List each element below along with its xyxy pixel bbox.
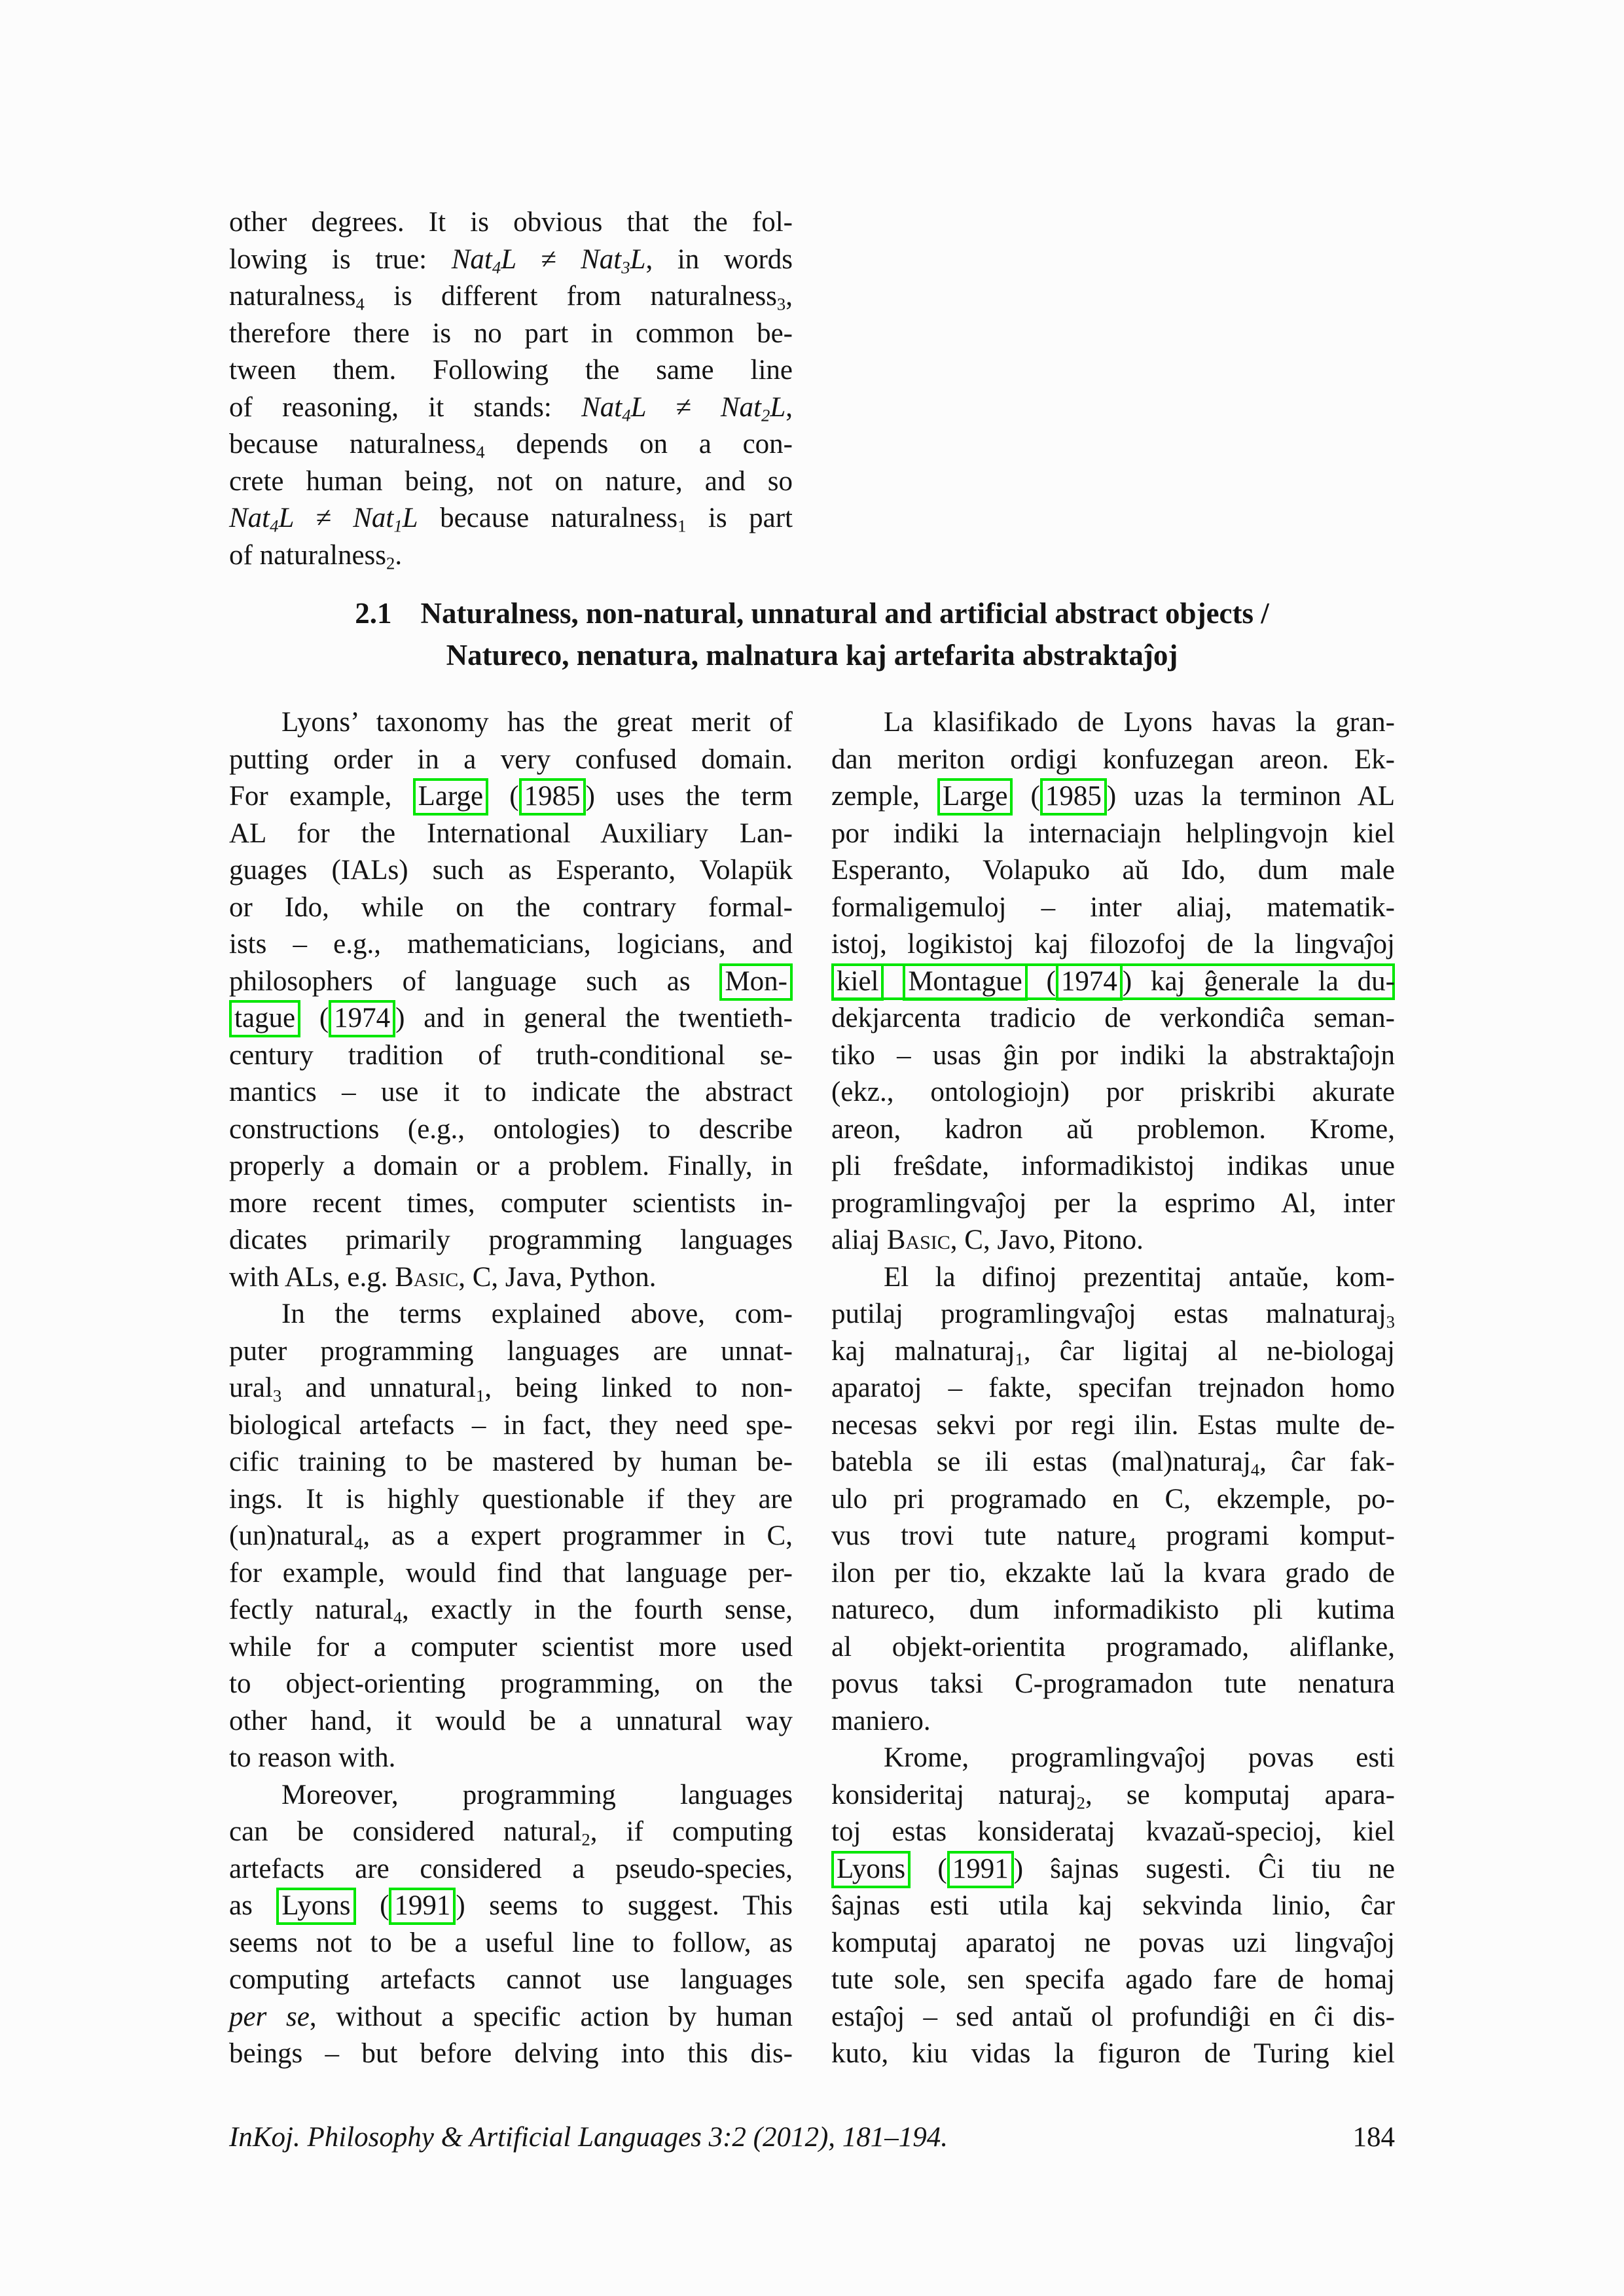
journal-citation: InKoj. Philosophy & Artificial Languages 3:2 (2012), 181–194.: [229, 2122, 948, 2153]
italic-text: Nat$_4$L ≠ Nat$_1$L: [229, 503, 418, 536]
left-column-english: [229, 704, 793, 2073]
text-line: crete human being, not on nature, and so: [229, 465, 793, 497]
text-line: because naturalness$_4$ depends on a con-: [229, 429, 793, 462]
text-line: El la difinoj prezentitaj antaŭe, kom-: [884, 1261, 1395, 1293]
text-line: La klasifikado de Lyons havas la gran-: [884, 707, 1395, 738]
text-line: vus trovi tute nature$_4$ programi komput-: [831, 1520, 1395, 1554]
italic-text: Nat$_4$L ≠ Nat$_3$L: [451, 243, 646, 277]
text-line: Esperanto, Volapuko aŭ Ido, dum male: [831, 855, 1395, 886]
text-line: formaligemuloj – inter aliaj, matematik-: [831, 891, 1395, 923]
text-line: dan meriton ordigi konfuzegan areon. Ek-: [831, 744, 1395, 775]
citation-link[interactable]: Large: [937, 778, 1013, 816]
citation-link[interactable]: Mon-: [719, 963, 793, 1001]
text-line: Moreover, programming languages: [281, 1779, 793, 1810]
text-line: For example, Large ( 1985 ) uses the term: [229, 778, 793, 816]
text-line: AL for the International Auxiliary Lan-: [229, 817, 793, 849]
text-line: of naturalness$_2$.: [229, 539, 403, 573]
text-line: tute sole, sen specifa agado fare de homaj: [831, 1964, 1395, 1995]
text-line: zemple, Large ( 1985 ) uzas la terminon AL: [831, 778, 1395, 816]
text-line: ural$_3$ and unnatural$_1$, being linked to non-: [229, 1372, 793, 1406]
text-line: kuto, kiu vidas la figuron de Turing kiel: [831, 2038, 1395, 2069]
text-line: aliaj Basic, C, Javo, Pitono.: [831, 1225, 1144, 1255]
section-heading: [229, 592, 1395, 676]
text-line: tague ( 1974 ) and in general the twentieth-: [229, 1000, 793, 1037]
text-line: ulo pri programado en C, ekzemple, po-: [831, 1483, 1395, 1515]
text-line: philosophers of language such as Mon-: [229, 963, 793, 1001]
citation-link[interactable]: 1974: [329, 1000, 395, 1037]
citation-link[interactable]: 1985: [1040, 778, 1107, 816]
text-line: biological artefacts – in fact, they need spe-: [229, 1409, 793, 1441]
text-line: tween them. Following the same line: [229, 355, 793, 386]
text-line: batebla se ili estas (mal)naturaj$_4$, ĉar fak-: [831, 1446, 1395, 1480]
citation-link[interactable]: kiel: [831, 963, 884, 1001]
two-column-body: [229, 704, 1395, 2073]
text-line: maniero.: [831, 1705, 931, 1736]
text-line: century tradition of truth-conditional se-: [229, 1039, 793, 1071]
text-line: to object-orienting programming, on the: [229, 1668, 793, 1699]
italic-text: per se: [229, 2001, 310, 2032]
text-line: mantics – use it to indicate the abstract: [229, 1077, 793, 1107]
text-line: seems not to be a useful line to follow, as: [229, 1927, 793, 1958]
text-line: per se, without a specific action by human: [229, 2001, 793, 2032]
text-line: as Lyons ( 1991 ) seems to suggest. This: [229, 1888, 793, 1925]
text-line: natureco, dum informadikisto pli kutima: [831, 1594, 1395, 1625]
text-line: pli freŝdate, informadikistoj indikas unue: [831, 1151, 1395, 1181]
citation-link[interactable]: 1974: [1056, 963, 1123, 1001]
text-line: Krome, programlingvaĵoj povas esti: [884, 1742, 1395, 1773]
right-column-esperanto: [831, 704, 1395, 2073]
citation-link[interactable]: Lyons: [831, 1851, 911, 1888]
text-line: tiko – usas ĝin por indiki la abstraktaĵojn: [831, 1039, 1395, 1071]
text-line: guages (IALs) such as Esperanto, Volapük: [229, 855, 793, 886]
text-line: kaj malnaturaj$_1$, ĉar ligitaj al ne-biologaj: [831, 1335, 1395, 1369]
text-line: konsideritaj naturaj$_2$, se komputaj apara-: [831, 1779, 1395, 1812]
text-line: al objekt-orientita programado, aliflanke,: [831, 1631, 1395, 1662]
text-line: Lyons ( 1991 ) ŝajnas sugesti. Ĉi tiu ne: [831, 1851, 1395, 1888]
text-line: lowing is true: Nat$_4$L ≠ Nat$_3$L, in words: [229, 243, 793, 277]
text-line: beings – but before delving into this dis-: [229, 2038, 793, 2069]
text-line: other degrees. It is obvious that the fol-: [229, 207, 793, 238]
text-line: programlingvaĵoj per la esprimo Al, inter: [831, 1187, 1395, 1219]
section-heading-line1: [229, 592, 1395, 634]
text-line: povus taksi C-programadon tute nenatura: [831, 1668, 1395, 1699]
text-line: In the terms explained above, com-: [281, 1299, 793, 1329]
text-line: Nat$_4$L ≠ Nat$_1$L because naturalness$_1$ is part: [229, 503, 793, 536]
text-line: artefacts are considered a pseudo-species,: [229, 1853, 793, 1884]
text-line: ings. It is highly questionable if they are: [229, 1483, 793, 1515]
citation-link[interactable]: Montague: [903, 963, 1027, 1001]
text-line: naturalness$_4$ is different from naturalness$_3$,: [229, 281, 793, 314]
italic-text: Nat$_4$L ≠ Nat$_2$L: [581, 391, 786, 425]
text-line: ŝajnas esti utila kaj sekvinda linio, ĉar: [831, 1890, 1395, 1921]
text-line: while for a computer scientist more used: [229, 1631, 793, 1662]
text-block: [229, 0, 1395, 2073]
text-line: dekjarcenta tradicio de verkondiĉa seman-: [831, 1003, 1395, 1033]
intro-paragraph: [229, 0, 793, 574]
text-line: cific training to be mastered by human be-: [229, 1446, 793, 1477]
text-line: putting order in a very confused domain.: [229, 744, 793, 775]
text-line: Lyons’ taxonomy has the great merit of: [281, 707, 793, 738]
citation-link[interactable]: Large: [413, 778, 488, 816]
section-number: 2.1: [355, 597, 392, 630]
text-line: ilon per tio, ekzakte laŭ la kvara grado de: [831, 1557, 1395, 1588]
citation-link[interactable]: 1991: [389, 1888, 456, 1925]
text-line: toj estas konsiderataj kvazaŭ-specioj, kiel: [831, 1816, 1395, 1847]
page-number: 184: [1352, 2122, 1395, 2153]
text-line: therefore there is no part in common be-: [229, 317, 793, 349]
citation-link[interactable]: tague: [229, 1000, 300, 1037]
text-line: more recent times, computer scientists in-: [229, 1187, 793, 1219]
text-line: puter programming languages are unnat-: [229, 1335, 793, 1367]
text-line: (un)natural$_4$, as a expert programmer in C,: [229, 1520, 793, 1554]
text-line: other hand, it would be a unnatural way: [229, 1705, 793, 1736]
citation-link[interactable]: 1985: [519, 778, 586, 816]
text-line: aparatoj – fakte, specifan trejnadon homo: [831, 1372, 1395, 1403]
text-line: with ALs, e.g. Basic, C, Java, Python.: [229, 1261, 657, 1293]
text-line: ists – e.g., mathematicians, logicians, and: [229, 929, 793, 960]
text-line: por indiki la internaciajn helplingvojn kiel: [831, 817, 1395, 849]
text-line: of reasoning, it stands: Nat$_4$L ≠ Nat$_2$L,: [229, 391, 793, 425]
text-line: dicates primarily programming languages: [229, 1225, 793, 1255]
page-footer: [229, 2119, 1395, 2156]
text-line: putilaj programlingvaĵoj estas malnaturaj$_3$: [831, 1299, 1395, 1332]
text-line: constructions (e.g., ontologies) to describe: [229, 1113, 793, 1145]
text-line: to reason with.: [229, 1742, 396, 1773]
text-line: can be considered natural$_2$, if computing: [229, 1816, 793, 1850]
text-line: areon, kadron aŭ problemon. Krome,: [831, 1113, 1395, 1145]
text-line: fectly natural$_4$, exactly in the fourth sense,: [229, 1594, 793, 1628]
text-line: properly a domain or a problem. Finally, in: [229, 1151, 793, 1181]
text-line: for example, would find that language per-: [229, 1557, 793, 1588]
text-line: kiel Montague ( 1974 ) kaj ĝenerale la du-: [831, 963, 1395, 1001]
text-line: (ekz., ontologiojn) por priskribi akurate: [831, 1077, 1395, 1107]
section-title-english: Naturalness, non-natural, unnatural and artificial abstract objects /: [420, 597, 1269, 630]
section-title-esperanto: Natureco, nenatura, malnatura kaj artefarita abstraktaĵoj: [446, 639, 1178, 672]
text-line: komputaj aparatoj ne povas uzi lingvaĵoj: [831, 1927, 1395, 1958]
text-line: estaĵoj – sed antaŭ ol profundiĝi en ĉi dis-: [831, 2001, 1395, 2032]
text-line: necesas sekvi por regi ilin. Estas multe de-: [831, 1409, 1395, 1441]
citation-link[interactable]: Lyons: [276, 1888, 355, 1925]
text-line: computing artefacts cannot use languages: [229, 1964, 793, 1995]
text-line: istoj, logikistoj kaj filozofoj de la lingvaĵoj: [831, 929, 1395, 960]
citation-link[interactable]: 1991: [947, 1851, 1014, 1888]
text-line: or Ido, while on the contrary formal-: [229, 891, 793, 923]
